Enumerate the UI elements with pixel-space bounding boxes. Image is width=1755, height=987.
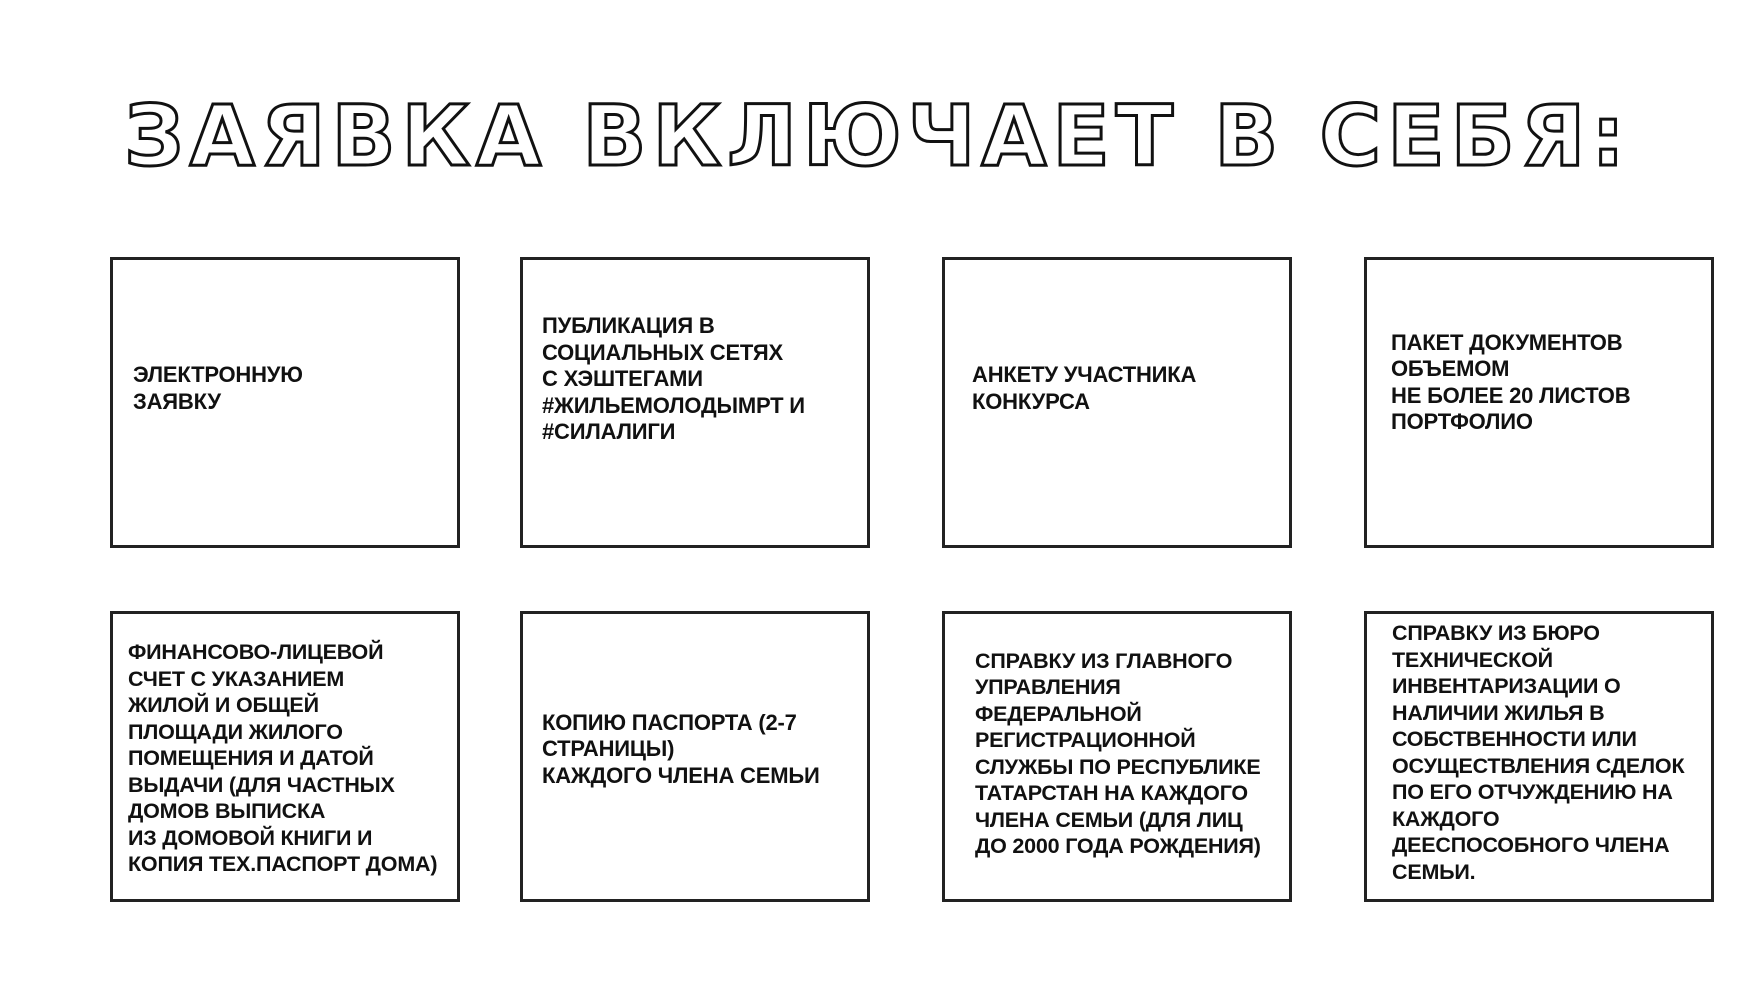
card-text: ФИНАНСОВО-ЛИЦЕВОЙ СЧЕТ С УКАЗАНИЕМ ЖИЛОЙ И ОБЩЕЙ ПЛОЩАДИ ЖИЛОГО ПОМЕЩЕНИЯ И ДАТОЙ ВЫДАЧИ (ДЛЯ ЧАСТНЫХ ДОМОВ ВЫПИСКА ИЗ ДОМОВОЙ КНИГИ И КОПИЯ ТЕХ.ПАСПОРТ ДОМА) [128,640,438,877]
page-title: ЗАЯВКА ВКЛЮЧАЕТ В СЕБЯ: [124,87,1631,185]
requirement-card-document-package [1364,257,1714,548]
card-text: СПРАВКУ ИЗ ГЛАВНОГО УПРАВЛЕНИЯ ФЕДЕРАЛЬНОЙ РЕГИСТРАЦИОННОЙ СЛУЖБЫ ПО РЕСПУБЛИКЕ ТАТАРСТАН НА КАЖДОГО ЧЛЕНА СЕМЬИ (ДЛЯ ЛИЦ ДО 2000 ГОДА РОЖДЕНИЯ) [975,648,1261,858]
requirement-card-social-publication [520,257,870,548]
card-text: ПАКЕТ ДОКУМЕНТОВ ОБЪЕМОМ НЕ БОЛЕЕ 20 ЛИСТОВ ПОРТФОЛИО [1391,329,1631,434]
card-text: ЭЛЕКТРОННУЮ ЗАЯВКУ [133,362,303,414]
requirement-card-passport-copy [520,611,870,902]
card-text: ПУБЛИКАЦИЯ В СОЦИАЛЬНЫХ СЕТЯХ С ХЭШТЕГАМИ #ЖИЛЬЕМОЛОДЫМРТ И #СИЛАЛИГИ [542,313,805,445]
card-text: СПРАВКУ ИЗ БЮРО ТЕХНИЧЕСКОЙ ИНВЕНТАРИЗАЦИИ О НАЛИЧИИ ЖИЛЬЯ В СОБСТВЕННОСТИ ИЛИ ОСУЩЕСТВЛЕНИЯ СДЕЛОК ПО ЕГО ОТЧУЖДЕНИЮ НА КАЖДОГО ДЕЕСПОСОБНОГО ЧЛЕНА СЕМЬИ. [1392,621,1685,884]
requirement-card-registration-certificate [942,611,1292,902]
card-text: КОПИЮ ПАСПОРТА (2-7 СТРАНИЦЫ) КАЖДОГО ЧЛЕНА СЕМЬИ [542,709,820,788]
requirement-card-electronic-application [110,257,460,548]
requirement-card-inventory-certificate [1364,611,1714,902]
requirement-card-financial-account [110,611,460,902]
requirement-card-participant-form [942,257,1292,548]
card-text: АНКЕТУ УЧАСТНИКА КОНКУРСА [972,362,1197,414]
